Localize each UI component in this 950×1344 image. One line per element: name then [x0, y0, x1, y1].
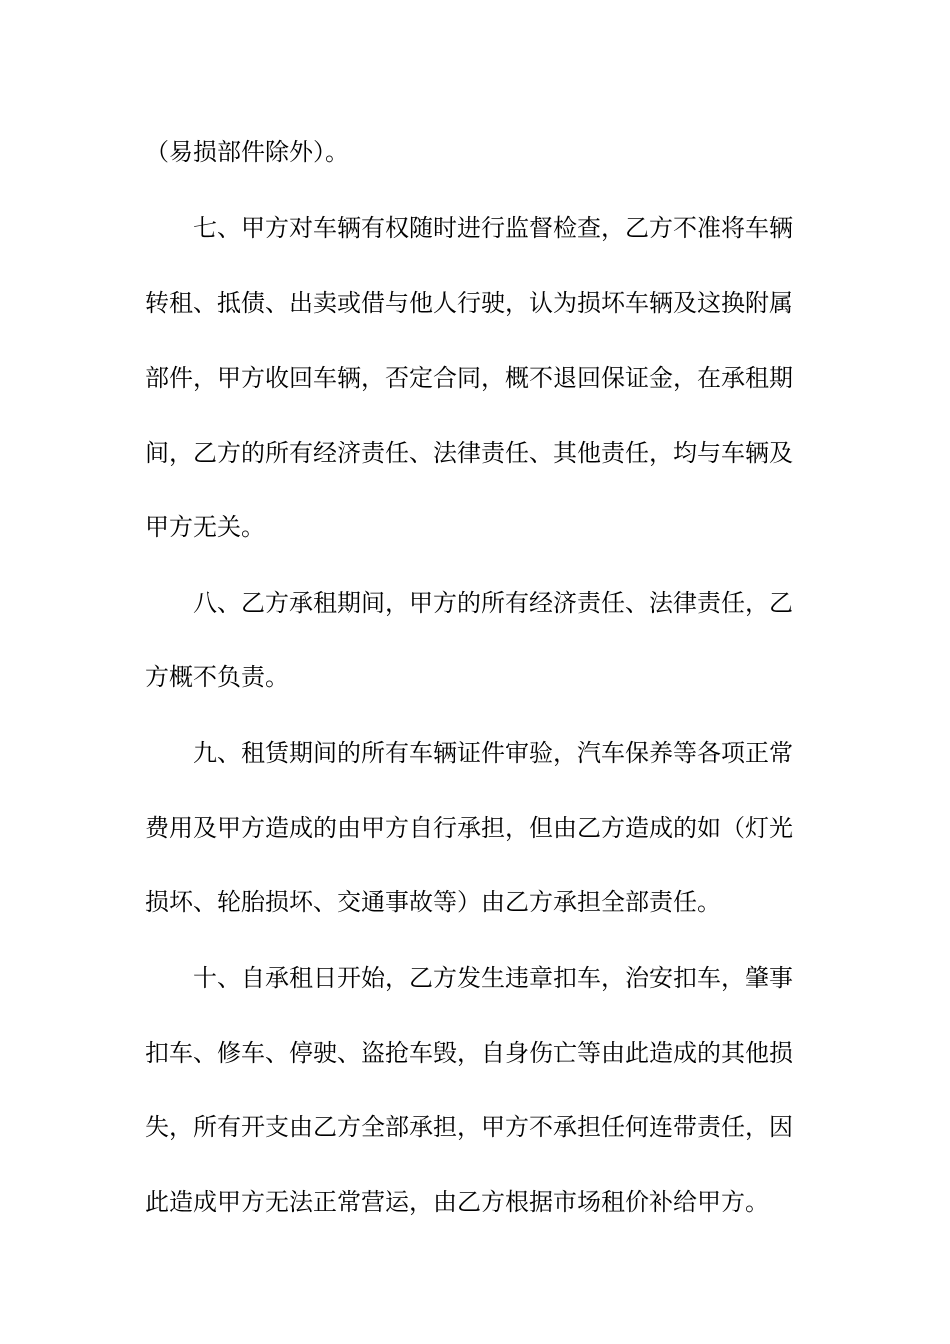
paragraph-7-line-1: 七、甲方对车辆有权随时进行监督检查，乙方不准将车辆 — [193, 214, 793, 242]
paragraph-7-line-5: 甲方无关。 — [145, 513, 265, 541]
paragraph-8-line-1: 八、乙方承租期间，甲方的所有经济责任、法律责任，乙 — [193, 589, 793, 617]
paragraph-10-line-1: 十、自承租日开始，乙方发生违章扣车，治安扣车，肇事 — [193, 964, 793, 992]
paragraph-7-line-4: 间，乙方的所有经济责任、法律责任、其他责任，均与车辆及 — [145, 439, 793, 467]
paragraph-7-line-2: 转租、抵债、出卖或借与他人行驶，认为损坏车辆及这换附属 — [145, 289, 793, 317]
paragraph-6-line-1: （易损部件除外）。 — [145, 138, 349, 166]
paragraph-10-line-2: 扣车、修车、停驶、盗抢车毁，自身伤亡等由此造成的其他损 — [145, 1039, 793, 1067]
paragraph-8-line-2: 方概不负责。 — [145, 663, 289, 691]
paragraph-10-line-3: 失，所有开支由乙方全部承担，甲方不承担任何连带责任，因 — [145, 1113, 793, 1141]
paragraph-9-line-1: 九、租赁期间的所有车辆证件审验，汽车保养等各项正常 — [193, 739, 793, 767]
paragraph-10-line-4: 此造成甲方无法正常营运，由乙方根据市场租价补给甲方。 — [145, 1188, 769, 1216]
paragraph-9-line-2: 费用及甲方造成的由甲方自行承担，但由乙方造成的如（灯光 — [145, 814, 793, 842]
paragraph-7-line-3: 部件，甲方收回车辆，否定合同，概不退回保证金，在承租期 — [145, 364, 793, 392]
paragraph-9-line-3: 损坏、轮胎损坏、交通事故等）由乙方承担全部责任。 — [145, 888, 721, 916]
